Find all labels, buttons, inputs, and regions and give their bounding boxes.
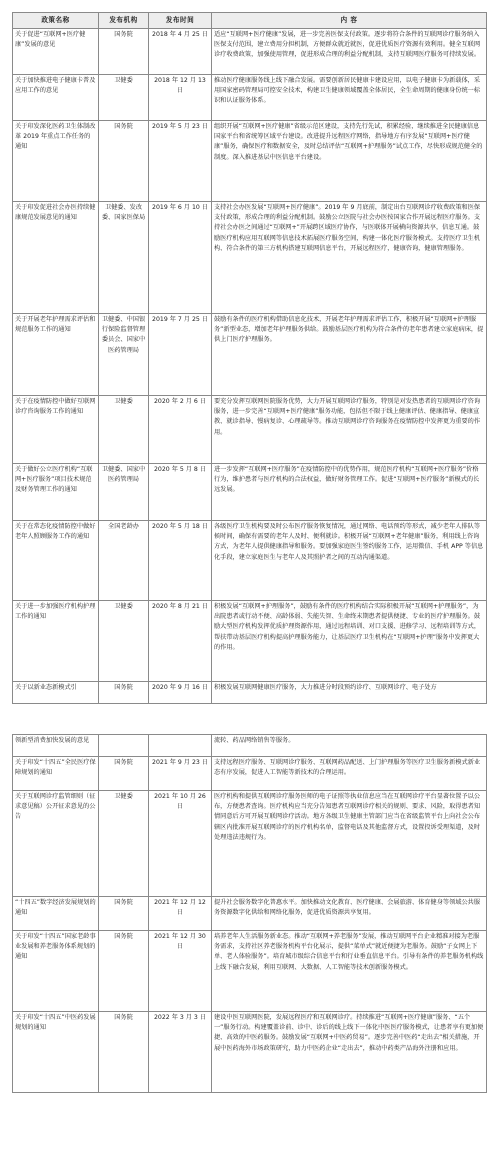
- content-cell: 建设中医互联网医院，发展远程医疗和互联网诊疗。持续推进“互联网+医疗健康”服务、“五个一”服务行动。构建覆盖诊前、诊中、诊后的线上线下一体化中医医疗服务模式，让患者享有更加便捷、高效的中医药服务。鼓励发展“互联网+中医药贸易”。逐步完善中医药“走出去”相关措施，开展中医药海外市场政策研究，助力中医药企业“走出去”，推动中药类产品海外注册和应用。: [212, 1012, 487, 1093]
- table-row: [13, 75, 487, 121]
- org-cell: 国务院: [99, 757, 149, 791]
- table-row: [13, 735, 487, 757]
- policy-name-cell: 关于印发深化医药卫生体制改革 2019 年重点工作任务的通知: [13, 121, 99, 202]
- policy-name-cell: 关于印发“十四五”国家老龄事业发展和养老服务体系规划的通知: [13, 931, 99, 1012]
- date-cell: 2020 年 8 月 21 日: [149, 601, 212, 682]
- table-row: [13, 897, 487, 931]
- table-row: [13, 29, 487, 75]
- header-date: 发布时间: [149, 13, 212, 29]
- content-cell: 流转、药品网络销售等服务。: [212, 735, 487, 757]
- content-cell: 支持远程医疗服务、互联网诊疗服务、互联网药品配送、上门护理服务等医疗卫生服务新模式新业态有序发展，促进人工智能等新技术的合理运用。: [212, 757, 487, 791]
- org-cell: 国务院: [99, 897, 149, 931]
- date-cell: 2021 年 12 月 12 日: [149, 897, 212, 931]
- date-cell: 2020 年 5 月 8 日: [149, 464, 212, 521]
- policy-table: [12, 12, 487, 704]
- policy-name-cell: 关于进一步加强医疗机构护理工作的通知: [13, 601, 99, 682]
- content-cell: 鼓励有条件的医疗机构借助信息化技术，开展老年护理需求评估工作，积极开展“互联网+护理服务”新型业态，增加老年护理服务供给。鼓励基层医疗机构为符合条件的老年患者建立家庭病床，提供上门医疗护理服务。: [212, 314, 487, 396]
- date-cell: 2018 年 12 月 13 日: [149, 75, 212, 121]
- org-cell: [99, 735, 149, 757]
- date-cell: 2019 年 7 月 25 日: [149, 314, 212, 396]
- org-cell: 卫健委: [99, 396, 149, 464]
- policy-name-cell: 领新型消费加快发展的意见: [13, 735, 99, 757]
- policy-name-cell: 关于促进“互联网+医疗健康”发展的意见: [13, 29, 99, 75]
- org-cell: 卫健委: [99, 601, 149, 682]
- date-cell: [149, 735, 212, 757]
- table-row: [13, 202, 487, 314]
- table-row: [13, 314, 487, 396]
- content-cell: 支持社会办医发展“互联网+医疗健康”。2019 年 9 月底前，制定出台互联网诊疗收费政策和医保支付政策，形成合理的利益分配机制。鼓励公立医院与社会办医按国家合作开展远程医疗服务。支持社会办医之间通过“互联网+”开展跨区域医疗协作，与医联体开展横向资源共享，信息互通。鼓励医疗机构应用互联网等信息技术拓展医疗服务空间，构建一体化医疗服务模式。支持医疗卫生机构、符合条件的第三方机构搭建互联网信息平台，开展远程医疗，健康咨询，健康管理服务。: [212, 202, 487, 314]
- content-cell: 组织开展“互联网+医疗健康”省级示范区建设，支持先行先试，积累经验，继续推进全民健康信息国家平台和省统筹区域平台建设。改进提升远程医疗网络，指导地方有序发展“互联网+医疗健康”服务，确保医疗和数据安全，及时总结评估“互联网+护理服务”试点工作，尽快形成规范健全的制度。深入推进基层中医信息平台建设。: [212, 121, 487, 202]
- policy-name-cell: 关于印发“十四五”中医药发展规划的通知: [13, 1012, 99, 1093]
- policy-name-cell: 关于以新业态新模式引: [13, 682, 99, 704]
- table-row: [13, 521, 487, 601]
- date-cell: 2022 年 3 月 3 日: [149, 1012, 212, 1093]
- org-cell: 卫健委、发改委、国家医保局: [99, 202, 149, 314]
- table-row: [13, 121, 487, 202]
- policy-name-cell: 关于开展老年护理需求评估和规范服务工作的通知: [13, 314, 99, 396]
- content-cell: 适应“互联网+医疗健康”发展，进一步完善医保支付政策。逐步将符合条件的互联网诊疗服务纳入医保支付范围，建立费用分担机制，方便群众就近就医，促进优质医疗资源有效利用。健全互联网诊疗收费政策，加强使用管理，促进形成合理的利益分配机制，支持互联网医疗服务可持续发展。: [212, 29, 487, 75]
- header-content: 内 容: [212, 13, 487, 29]
- org-cell: 卫健委: [99, 791, 149, 897]
- content-cell: 提升社会服务数字化普惠水平。加快推动文化教育、医疗健康、会展旅游、体育健身等领域公共服务资源数字化供给和网络化服务，促进优质资源共享复用。: [212, 897, 487, 931]
- policy-name-cell: “十四五”数字经济发展规划的通知: [13, 897, 99, 931]
- date-cell: 2019 年 5 月 23 日: [149, 121, 212, 202]
- table-row: [13, 464, 487, 521]
- content-cell: 进一步发挥“互联网+医疗服务”在疫情防控中的优势作用，规范医疗机构“互联网+医疗服务”价格行为，维护患者与医疗机构的合法权益，做好财务管理工作。促进“互联网+医疗服务”新模式的长远发展。: [212, 464, 487, 521]
- date-cell: 2021 年 9 月 23 日: [149, 757, 212, 791]
- policy-name-cell: 关于加快推进电子健康卡普及应用工作的意见: [13, 75, 99, 121]
- content-cell: 积极发展互联网健康医疗服务，大力推进分时段预约诊疗、互联网诊疗、电子处方: [212, 682, 487, 704]
- table-row: [13, 601, 487, 682]
- org-cell: 卫健委、中国银行保险监督管理委员会、国家中医药管理局: [99, 314, 149, 396]
- header-policy-name: 政策名称: [13, 13, 99, 29]
- date-cell: 2020 年 2 月 6 日: [149, 396, 212, 464]
- table-row: [13, 757, 487, 791]
- table-header-row: [13, 13, 487, 29]
- policy-name-cell: 关于印发“十四五”全民医疗保障规划的通知: [13, 757, 99, 791]
- table-row: [13, 1012, 487, 1093]
- content-cell: 医疗机构和提供互联网诊疗服务医师的电子证照等执业信息应当在互联网诊疗平台显著位置予以公布，方便患者查询。医疗机构应当充分告知患者互联网诊疗相关的规则、要求、风险，取得患者知情同意后方可开展互联网诊疗活动。地方各级卫生健康主管部门应当在省级监管平台上向社会公布辖区内批准开展互联网诊疗的医疗机构名单，监督电话及其他监督方式，设置投诉受理渠道，及时处理违法违规行为。: [212, 791, 487, 897]
- policy-name-cell: 关于在疫情防控中做好互联网诊疗咨询服务工作的通知: [13, 396, 99, 464]
- policy-table-page-1: [12, 12, 486, 704]
- header-org: 发布机构: [99, 13, 149, 29]
- policy-name-cell: 关于在常态化疫情防控中做好老年人照顾服务工作的通知: [13, 521, 99, 601]
- content-cell: 各级医疗卫生机构要及时公布医疗服务恢复情况，通过网络、电话预约等形式，减少老年人排队等候时间，确保有需要的老年人及时、便利就诊。积极开展“互联网+老年健康”服务，利用线上咨询方式，为老年人提供健康指导和服务。要加强家庭医生签约服务工作，运用微信、手机 APP 等信息化手段，建立家庭医生与老年人及其照护者之间的互动沟通渠道。: [212, 521, 487, 601]
- content-cell: 推动医疗健康服务线上线下融合发展。需要创新居民健康卡建设应用，以电子健康卡为新载体，采用国家密码管理局可控安全技术，构建卫生健康领域覆盖全体居民，全生命周期的健康身份统一标识和认证服务体系。: [212, 75, 487, 121]
- policy-name-cell: 关于印发促进社会办医持续健康规范发展意见的通知: [13, 202, 99, 314]
- table-row: [13, 396, 487, 464]
- policy-name-cell: 关于互联网诊疗监管细则（征求意见稿）公开征求意见的公告: [13, 791, 99, 897]
- org-cell: 卫健委: [99, 75, 149, 121]
- org-cell: 国务院: [99, 121, 149, 202]
- date-cell: 2019 年 6 月 10 日: [149, 202, 212, 314]
- page-break: [0, 720, 500, 734]
- date-cell: 2018 年 4 月 25 日: [149, 29, 212, 75]
- policy-table-page-2: [12, 734, 486, 1093]
- org-cell: 卫健委、国家中医药管理局: [99, 464, 149, 521]
- content-cell: 培养老年人生活服务新业态。推动“互联网+养老服务”发展，推动互联网平台企业精准对接为老服务需求，支持社区养老服务机构平台化展示，提供“菜单式”就近便捷为老服务。鼓励“子女网上下单、老人体验服务”。培育城市级综合信息平台和行业垂直信息平台。引导有条件的养老服务机构线上线下融合发展，利用互联网、大数据、人工智能等技术创新服务模式。: [212, 931, 487, 1012]
- org-cell: 全国老龄办: [99, 521, 149, 601]
- date-cell: 2021 年 12 月 30 日: [149, 931, 212, 1012]
- org-cell: 国务院: [99, 29, 149, 75]
- content-cell: 要充分发挥互联网医院服务优势，大力开展互联网诊疗服务，特别是对发热患者的互联网诊疗咨询服务，进一步完善“互联网+医疗健康”服务功能，包括但不限于线上健康评估、健康指导、健康宣教、就诊指导、慢病复诊、心理疏导等。推动互联网诊疗咨询服务在疫情防控中发挥更为重要的作用。: [212, 396, 487, 464]
- table-row: [13, 791, 487, 897]
- table-row: [13, 931, 487, 1012]
- table-row: [13, 682, 487, 704]
- org-cell: 国务院: [99, 682, 149, 704]
- date-cell: 2020 年 9 月 16 日: [149, 682, 212, 704]
- content-cell: 积极发展“互联网+护理服务”，鼓励有条件的医疗机构结合实际积极开展“互联网+护理服务”，为出院患者或行动不便、高龄体弱、失能失智、生命终末期患者提供便捷、专业的医疗护理服务。鼓励大型医疗机构发挥优质护理资源作用，通过远程培训、对口支援、进修学习、远程培训等方式，帮扶带动基层医疗机构提高护理服务能力，让基层医疗卫生机构在“互联网+护理”服务中发挥更大的作用。: [212, 601, 487, 682]
- org-cell: 国务院: [99, 931, 149, 1012]
- org-cell: 国务院: [99, 1012, 149, 1093]
- policy-name-cell: 关于做好公立医疗机构“互联网+医疗服务”项目技术规范及财务管理工作的通知: [13, 464, 99, 521]
- date-cell: 2020 年 5 月 18 日: [149, 521, 212, 601]
- date-cell: 2021 年 10 月 26 日: [149, 791, 212, 897]
- policy-table-continued: [12, 734, 487, 1093]
